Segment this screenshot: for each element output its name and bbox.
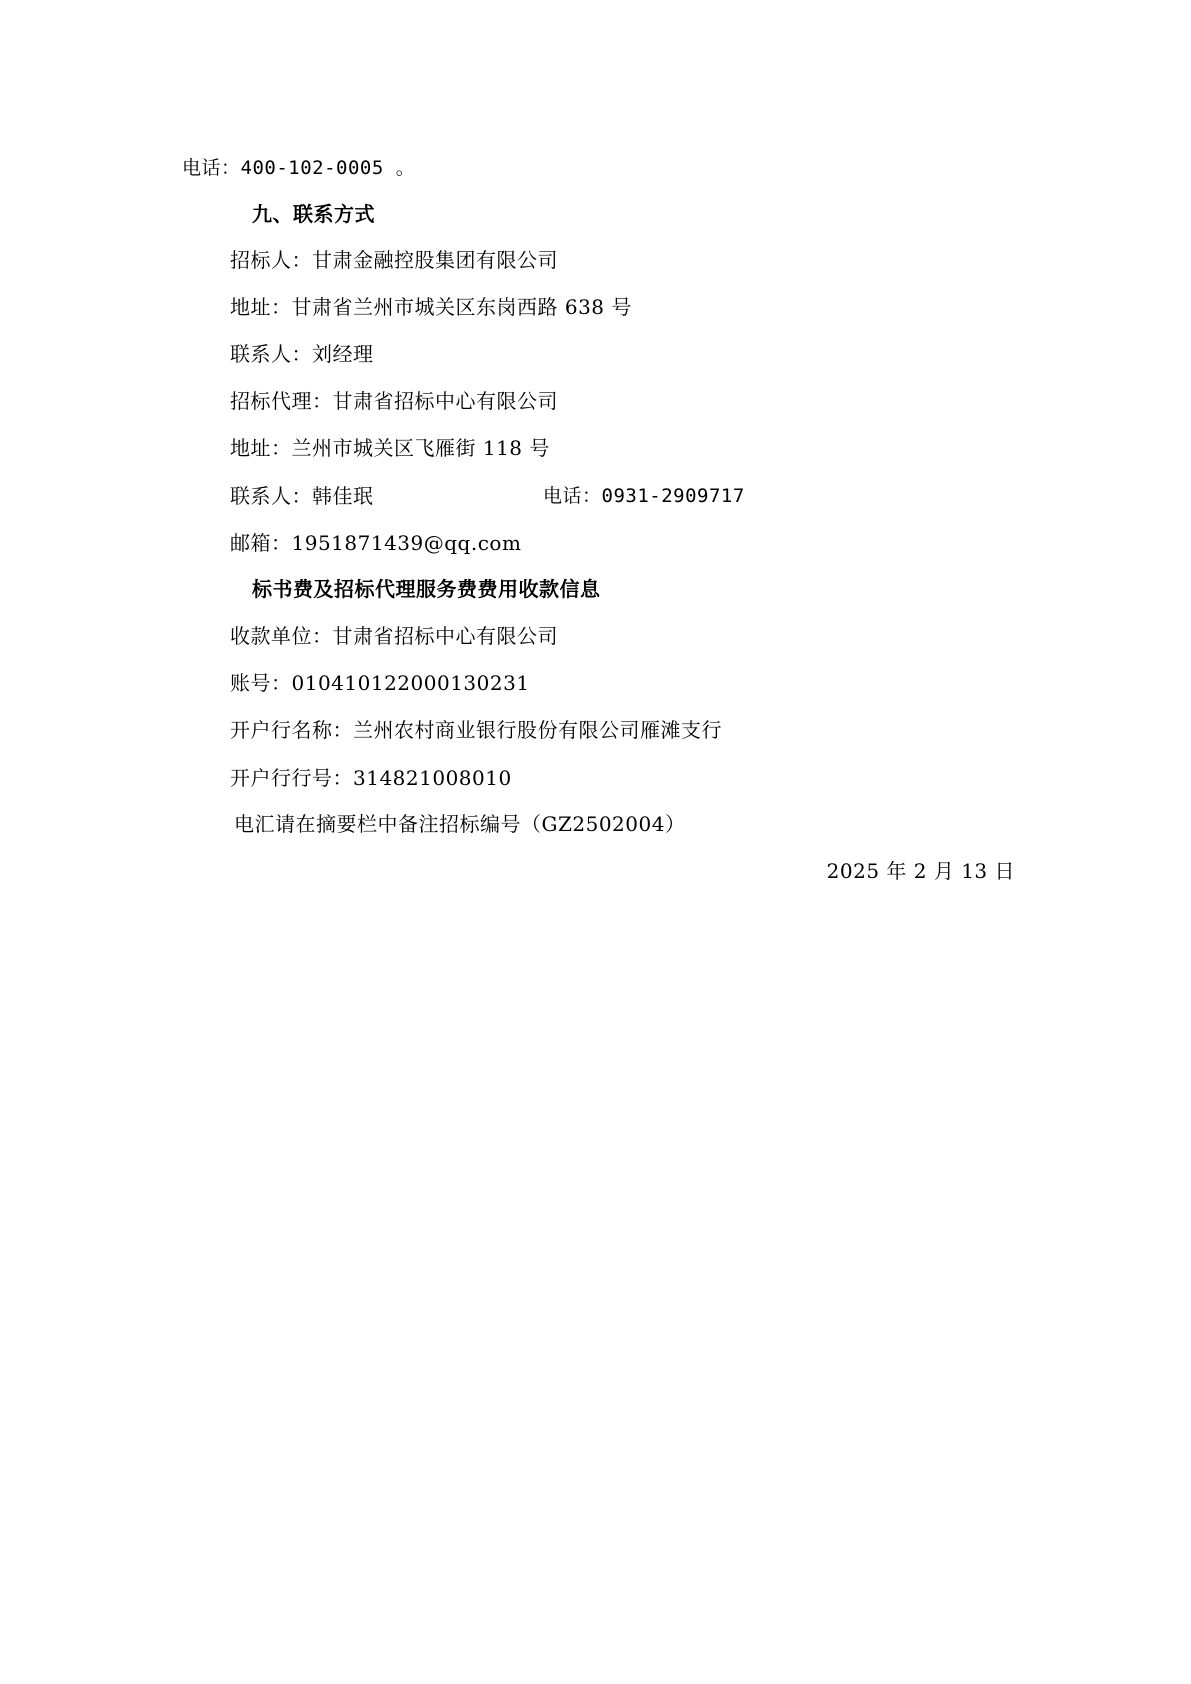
- payment-section-heading: 标书费及招标代理服务费费用收款信息: [252, 577, 601, 601]
- bank-code-line: 开户行行号：314821008010: [230, 766, 512, 790]
- document-date: 2025 年 2 月 13 日: [826, 859, 1015, 883]
- agent-line: 招标代理：甘肃省招标中心有限公司: [230, 389, 558, 413]
- remittance-remark-line: 电汇请在摘要栏中备注招标编号（GZ2502004）: [234, 812, 686, 836]
- agent-address-line: 地址：兰州市城关区飞雁街 118 号: [230, 436, 550, 460]
- contact-section-heading: 九、联系方式: [252, 202, 375, 226]
- agent-email-line: 邮箱：1951871439@qq.com: [230, 531, 522, 555]
- account-line: 账号：010410122000130231: [230, 671, 530, 695]
- tenderer-line: 招标人：甘肃金融控股集团有限公司: [230, 248, 558, 272]
- agent-phone-line: 电话：0931-2909717: [543, 485, 745, 507]
- tenderer-contact-line: 联系人：刘经理: [230, 342, 374, 366]
- tenderer-address-line: 地址：甘肃省兰州市城关区东岗西路 638 号: [230, 295, 632, 319]
- agent-contact-line: 联系人：韩佳珉: [230, 484, 374, 508]
- bank-name-line: 开户行名称：兰州农村商业银行股份有限公司雁滩支行: [230, 718, 722, 742]
- phone-line: 电话：400-102-0005 。: [182, 157, 416, 179]
- payee-line: 收款单位：甘肃省招标中心有限公司: [230, 624, 558, 648]
